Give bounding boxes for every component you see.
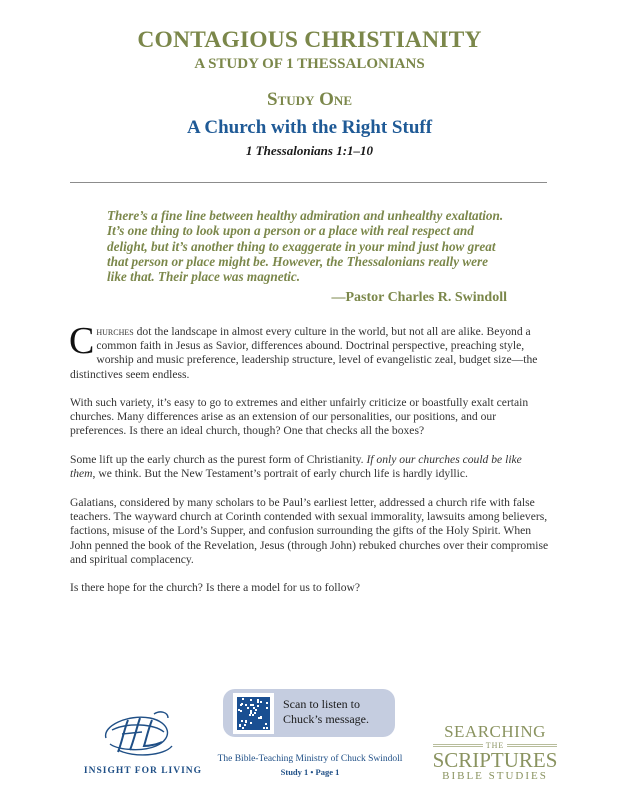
- page-info: Study 1 • Page 1: [280, 767, 340, 777]
- qr-module: [255, 709, 257, 711]
- drop-cap: C: [69, 320, 95, 362]
- lead-in-smallcaps: hurches: [96, 325, 134, 338]
- qr-module: [242, 727, 244, 729]
- qr-module: [244, 724, 246, 726]
- paragraph-5: Is there hope for the church? Is there a model for us to follow?: [70, 581, 361, 594]
- qr-module: [252, 714, 254, 716]
- qr-module: [242, 698, 244, 700]
- qr-module: [260, 701, 262, 703]
- qr-module: [245, 720, 247, 722]
- scan-line-1: Scan to listen to: [283, 697, 360, 711]
- qr-module: [238, 709, 240, 711]
- qr-module: [266, 707, 268, 709]
- qr-module: [239, 725, 241, 727]
- paragraph-1-text: dot the landscape in almost every culture in the world, but not all are alike. Beyond a common faith in Jesus as Savior, differences abound. Doctrinal perspective, preaching style, worship and music preference, leadership structure, level of evangelistic zeal, budget size—the distinctives seem endless.: [70, 325, 538, 381]
- scan-line-2: Chuck’s message.: [283, 712, 369, 726]
- logo-line-scriptures: SCRIPTURES: [432, 748, 558, 772]
- pull-quote: There’s a fine line between healthy admiration and unhealthy exaltation. It’s one thing to look upon a person or a place with real respect and delight, but it’s another thing to exaggerate in your mind just how great that person or place might be. However, the Thessalonians really were like that. Their place was magnetic.: [107, 208, 504, 285]
- study-label: Study One: [267, 89, 352, 110]
- paragraph-3-end: , we think. But the New Testament’s portrait of early church life is hardly idyllic.: [92, 467, 468, 481]
- qr-module: [260, 716, 262, 718]
- paragraph-4: Galatians, considered by many scholars to be Paul’s earliest letter, addressed a church rife with false teachers. The wayward church at Corinth contended with sexual immorality, lawsuits among believers, factions, misuse of the Lord’s Supper, and confusion surrounding the gifts of the Holy Spirit. When John penned the book of the Revelation, Jesus (through John) rebuked churches over their compromise and spiritual complacency.: [70, 496, 549, 566]
- qr-module: [250, 712, 252, 714]
- quote-attribution: —Pastor Charles R. Swindoll: [331, 290, 507, 305]
- qr-module: [245, 704, 247, 706]
- qr-module: [241, 703, 243, 705]
- qr-module: [265, 723, 267, 725]
- divider-rule: [70, 182, 547, 183]
- logo-rule-right: [507, 744, 557, 747]
- series-subtitle: A STUDY OF 1 THESSALONIANS: [194, 56, 425, 72]
- qr-module: [263, 727, 265, 729]
- series-title: CONTAGIOUS CHRISTIANITY: [137, 27, 482, 53]
- paragraph-1: [69, 320, 550, 382]
- logo-line-the: THE: [485, 741, 505, 750]
- qr-module: [240, 710, 242, 712]
- qr-module: [247, 707, 249, 709]
- qr-module: [266, 702, 268, 704]
- searching-the-scriptures-logo: [430, 723, 560, 783]
- scripture-reference: 1 Thessalonians 1:1–10: [245, 143, 374, 158]
- paragraph-3: [70, 453, 550, 481]
- paragraph-3-start: Some lift up the early church as the purest form of Christianity.: [70, 453, 367, 466]
- paragraph-3-italic: If only our churches could be like them: [70, 453, 522, 481]
- insight-for-living-logo-icon: [98, 708, 178, 760]
- qr-module: [250, 710, 252, 712]
- scan-callout-text: [283, 697, 393, 727]
- ministry-line: The Bible-Teaching Ministry of Chuck Swindoll: [217, 754, 403, 764]
- paragraph-2: With such variety, it’s easy to go to extremes and either unfairly criticize or boastfully exalt certain churches. Many differences arise as an extension of our personalities, our positions, and our preferences. Is there an ideal church, though? One that checks all the boxes?: [70, 396, 529, 438]
- qr-module: [251, 704, 253, 706]
- lesson-title: A Church with the Right Stuff: [186, 117, 433, 138]
- insight-for-living-name: INSIGHT FOR LIVING: [83, 766, 203, 776]
- qr-module: [266, 727, 268, 729]
- qr-module: [254, 712, 256, 714]
- qr-module: [241, 720, 243, 722]
- qr-module: [249, 714, 251, 716]
- logo-line-searching: SEARCHING: [444, 722, 546, 741]
- qr-module: [250, 699, 252, 701]
- qr-module: [257, 701, 259, 703]
- logo-rule-left: [433, 744, 483, 747]
- qr-module: [250, 722, 252, 724]
- qr-code-icon[interactable]: [237, 697, 270, 730]
- logo-line-bible-studies: BIBLE STUDIES: [442, 770, 548, 782]
- qr-module: [257, 705, 259, 707]
